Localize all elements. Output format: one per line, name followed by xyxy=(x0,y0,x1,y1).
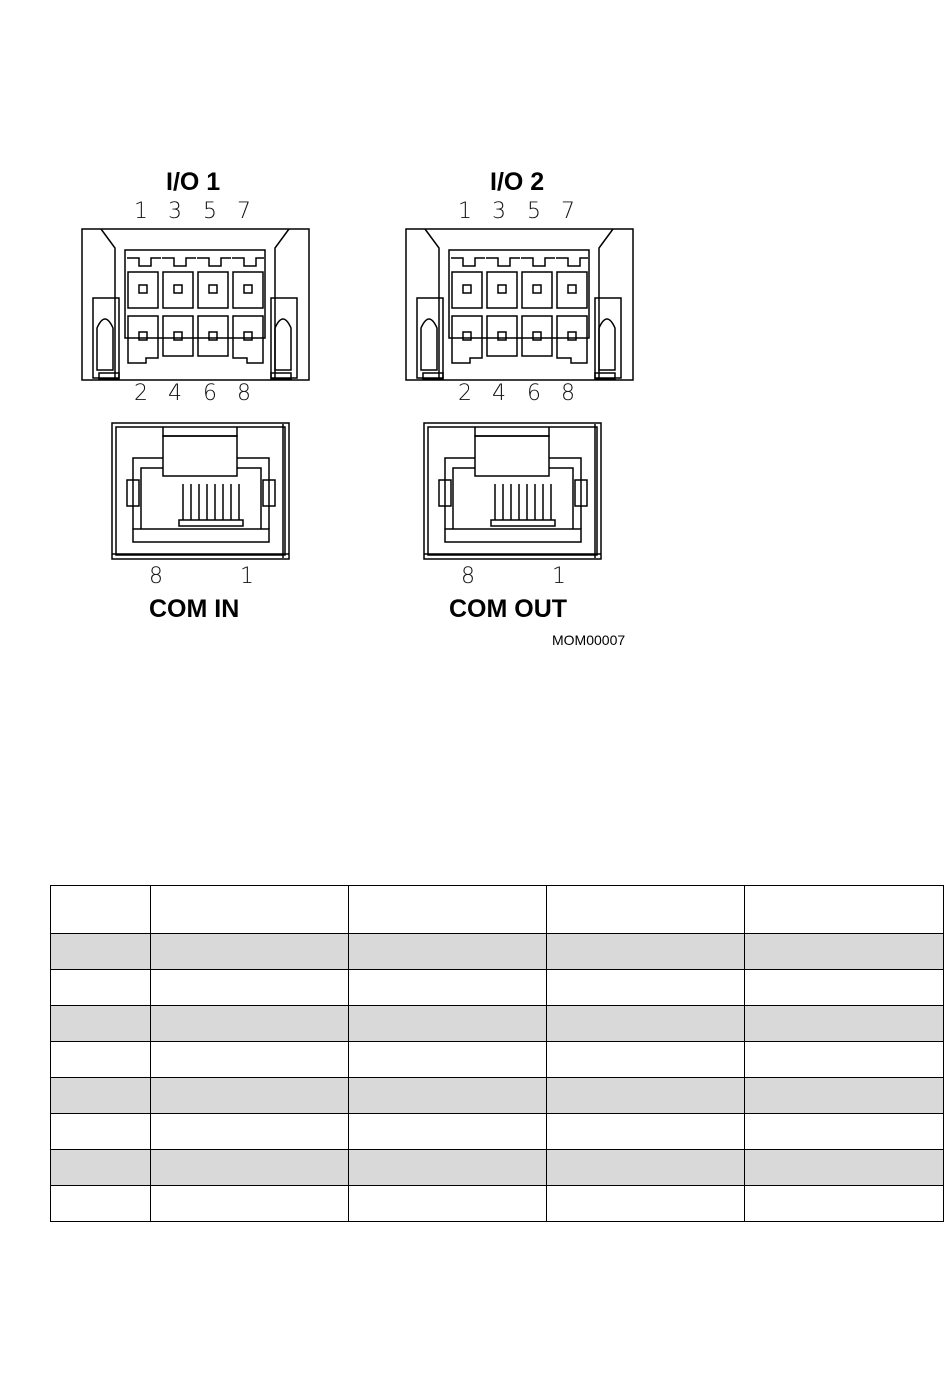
io2-connector-drawing xyxy=(405,228,635,381)
table-cell xyxy=(547,1042,745,1078)
io2-pin-label: 8 xyxy=(561,381,575,406)
table-cell xyxy=(349,970,547,1006)
io1-pin-label: 6 xyxy=(203,381,217,406)
table-cell xyxy=(745,1042,944,1078)
com-out-pin-label: 1 xyxy=(552,564,566,589)
table-cell xyxy=(151,1078,349,1114)
table-cell xyxy=(51,1186,151,1222)
table-cell xyxy=(349,1150,547,1186)
table-header-row xyxy=(51,886,944,934)
table-row xyxy=(51,1186,944,1222)
com-out-pin-label: 8 xyxy=(461,564,475,589)
io1-pin-label: 7 xyxy=(237,199,251,224)
table-cell xyxy=(349,934,547,970)
io2-pin-label: 1 xyxy=(458,199,472,224)
table-cell xyxy=(547,934,745,970)
io1-pin-label: 3 xyxy=(168,199,182,224)
table-cell xyxy=(745,1114,944,1150)
table-header-cell xyxy=(547,886,745,934)
figure-code: MOM00007 xyxy=(552,632,626,648)
pin-table xyxy=(50,885,944,1222)
io1-pin-label: 5 xyxy=(203,199,217,224)
table-header-cell xyxy=(151,886,349,934)
table-cell xyxy=(547,1150,745,1186)
table-cell xyxy=(547,1114,745,1150)
table-cell xyxy=(547,1186,745,1222)
io2-pin-label: 6 xyxy=(527,381,541,406)
table-cell xyxy=(51,934,151,970)
io1-pin-label: 4 xyxy=(168,381,182,406)
io2-pin-label: 3 xyxy=(492,199,506,224)
table-cell xyxy=(151,1006,349,1042)
table-cell xyxy=(745,1186,944,1222)
table-cell xyxy=(51,970,151,1006)
table-cell xyxy=(151,970,349,1006)
table-cell xyxy=(51,1078,151,1114)
io1-pin-label: 8 xyxy=(237,381,251,406)
table-cell xyxy=(151,934,349,970)
table-header-cell xyxy=(51,886,151,934)
com-in-title: COM IN xyxy=(149,595,240,623)
table-row xyxy=(51,1114,944,1150)
table-cell xyxy=(349,1042,547,1078)
io1-connector-drawing xyxy=(81,228,311,381)
io1-pin-label: 2 xyxy=(134,381,148,406)
table-cell xyxy=(151,1150,349,1186)
table-cell xyxy=(151,1186,349,1222)
io1-pin-label: 1 xyxy=(134,199,148,224)
table-cell xyxy=(547,1078,745,1114)
table-header-cell xyxy=(745,886,944,934)
io2-pin-label: 2 xyxy=(458,381,472,406)
table-cell xyxy=(349,1078,547,1114)
table-cell xyxy=(745,934,944,970)
table-cell xyxy=(151,1042,349,1078)
io2-pin-label: 4 xyxy=(492,381,506,406)
table-cell xyxy=(51,1006,151,1042)
table-cell xyxy=(51,1150,151,1186)
com-in-pin-label: 8 xyxy=(149,564,163,589)
com-in-rj45-drawing xyxy=(111,422,291,560)
table-cell xyxy=(745,1150,944,1186)
table-cell xyxy=(51,1114,151,1150)
table-header-cell xyxy=(349,886,547,934)
io2-pin-label: 5 xyxy=(527,199,541,224)
table-row xyxy=(51,1150,944,1186)
com-out-title: COM OUT xyxy=(449,595,568,623)
table-cell xyxy=(745,1006,944,1042)
com-in-pin-label: 1 xyxy=(240,564,254,589)
table-cell xyxy=(547,1006,745,1042)
table-row xyxy=(51,1042,944,1078)
table-cell xyxy=(745,970,944,1006)
io2-pin-label: 7 xyxy=(561,199,575,224)
table-row xyxy=(51,1078,944,1114)
com-out-rj45-drawing xyxy=(423,422,603,560)
table-row xyxy=(51,1006,944,1042)
io1-title: I/O 1 xyxy=(166,168,221,196)
table-cell xyxy=(51,1042,151,1078)
table-cell xyxy=(349,1114,547,1150)
table-row xyxy=(51,970,944,1006)
table-row xyxy=(51,934,944,970)
table-cell xyxy=(151,1114,349,1150)
table-cell xyxy=(349,1186,547,1222)
table-cell xyxy=(745,1078,944,1114)
table-cell xyxy=(349,1006,547,1042)
table-cell xyxy=(547,970,745,1006)
io2-title: I/O 2 xyxy=(490,168,545,196)
